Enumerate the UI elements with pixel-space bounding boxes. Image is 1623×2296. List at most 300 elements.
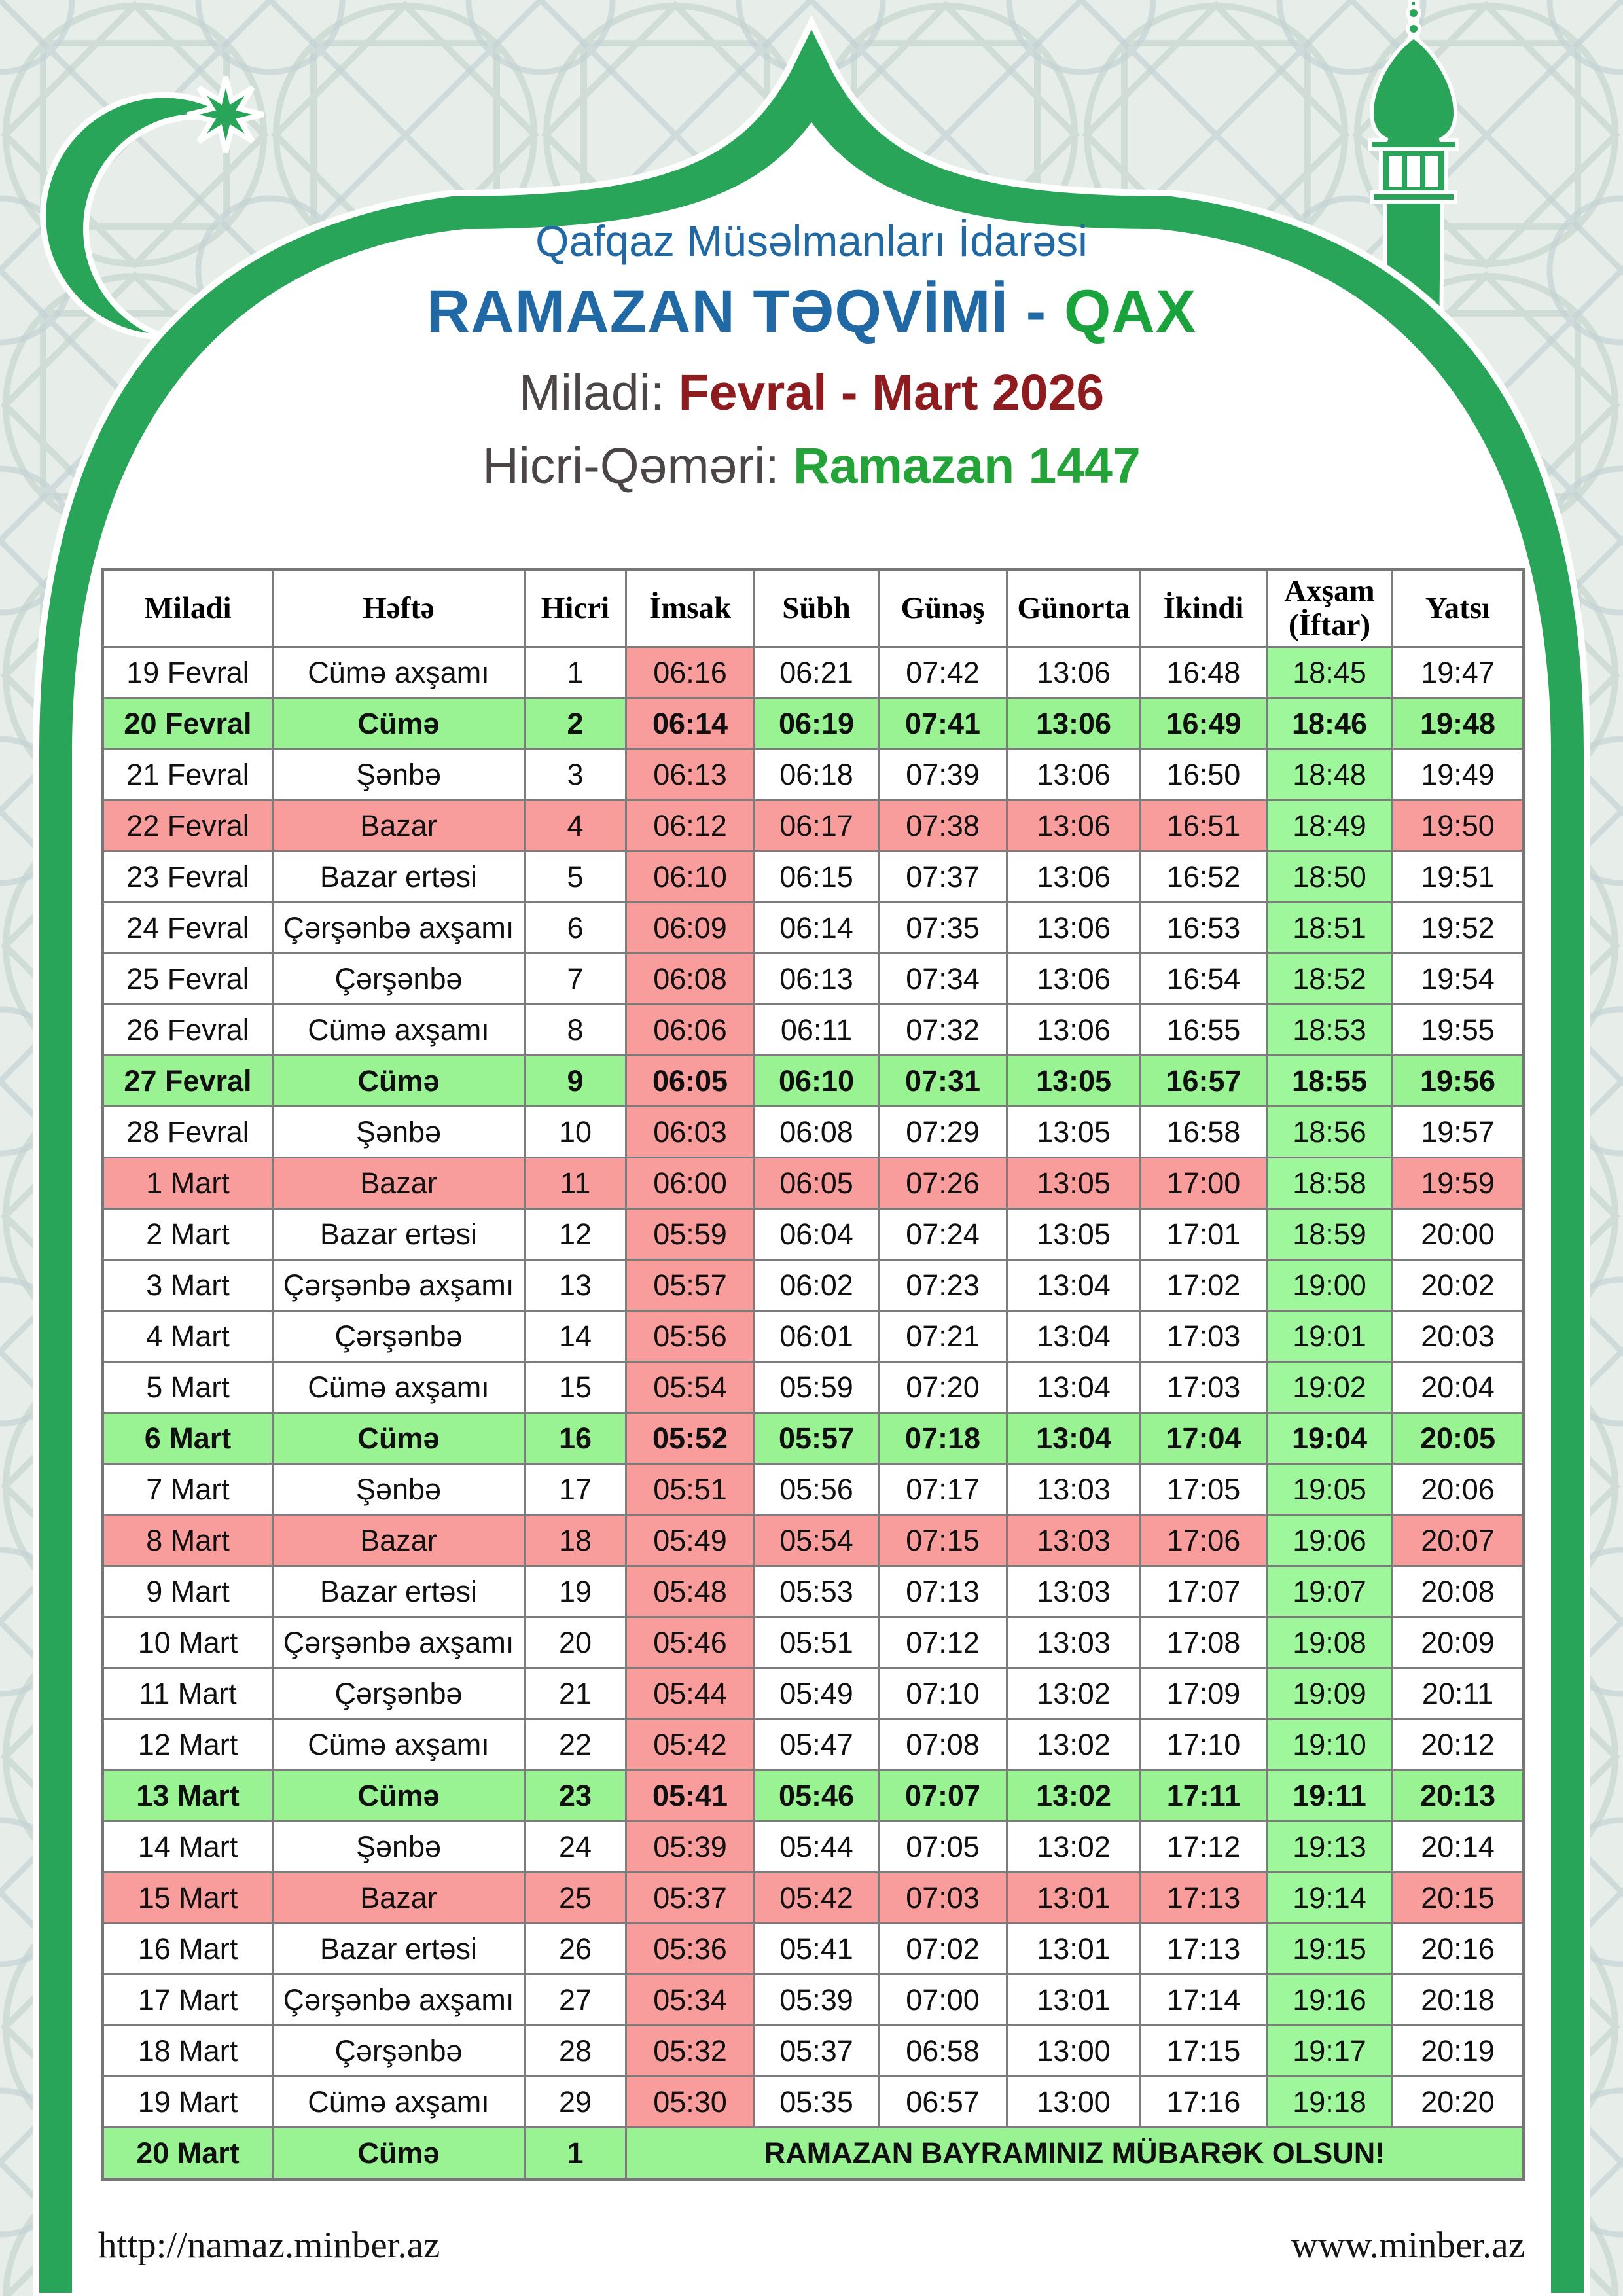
hicri-line	[0, 437, 1623, 495]
footer-right-url: www.minber.az	[1291, 2225, 1525, 2266]
time-cell: 13:03	[1007, 1617, 1141, 1668]
time-cell: 05:54	[626, 1362, 755, 1413]
time-cell: 13:06	[1007, 647, 1141, 698]
column-header-6: Günorta	[1007, 570, 1141, 647]
table-row	[103, 1975, 1524, 2026]
time-cell: 17:10	[1141, 1719, 1267, 1770]
miladi-label: Miladi:	[518, 365, 665, 421]
table-row	[103, 1464, 1524, 1515]
time-cell: 19:13	[1267, 1821, 1393, 1873]
time-cell: 07:13	[879, 1566, 1007, 1617]
weekday-cell: Bazar	[273, 800, 525, 852]
time-cell: 06:14	[626, 698, 755, 749]
date-cell: 26 Fevral	[103, 1005, 273, 1056]
date-cell: 15 Mart	[103, 1873, 273, 1924]
time-cell: 13:06	[1007, 749, 1141, 800]
time-cell: 17:16	[1141, 2077, 1267, 2128]
weekday-cell: Cümə axşamı	[273, 647, 525, 698]
time-cell: 16:57	[1141, 1056, 1267, 1107]
hicri-cell: 9	[525, 1056, 626, 1107]
weekday-cell: Cümə axşamı	[273, 1719, 525, 1770]
hicri-cell: 1	[525, 2128, 626, 2179]
time-cell: 20:11	[1393, 1668, 1524, 1719]
time-cell: 13:00	[1007, 2077, 1141, 2128]
time-cell: 06:15	[755, 852, 879, 903]
time-cell: 20:02	[1393, 1260, 1524, 1311]
time-cell: 17:01	[1141, 1209, 1267, 1260]
time-cell: 05:54	[755, 1515, 879, 1566]
footer-left-url: http://namaz.minber.az	[98, 2225, 440, 2266]
time-cell: 05:56	[626, 1311, 755, 1362]
date-cell: 11 Mart	[103, 1668, 273, 1719]
time-cell: 05:37	[626, 1873, 755, 1924]
time-cell: 20:18	[1393, 1975, 1524, 2026]
time-cell: 16:54	[1141, 954, 1267, 1005]
weekday-cell: Cümə axşamı	[273, 2077, 525, 2128]
date-cell: 13 Mart	[103, 1770, 273, 1821]
time-cell: 07:26	[879, 1158, 1007, 1209]
time-cell: 05:41	[626, 1770, 755, 1821]
date-cell: 6 Mart	[103, 1413, 273, 1464]
time-cell: 17:05	[1141, 1464, 1267, 1515]
time-cell: 17:14	[1141, 1975, 1267, 2026]
time-cell: 06:17	[755, 800, 879, 852]
table-row	[103, 1005, 1524, 1056]
time-cell: 19:09	[1267, 1668, 1393, 1719]
table-row	[103, 1719, 1524, 1770]
weekday-cell: Çərşənbə axşamı	[273, 1617, 525, 1668]
time-cell: 06:19	[755, 698, 879, 749]
column-header-1: Həftə	[273, 570, 525, 647]
time-cell: 07:21	[879, 1311, 1007, 1362]
time-cell: 20:16	[1393, 1924, 1524, 1975]
table-row	[103, 698, 1524, 749]
hicri-cell: 19	[525, 1566, 626, 1617]
time-cell: 05:35	[755, 2077, 879, 2128]
time-cell: 13:00	[1007, 2026, 1141, 2077]
column-header-3: İmsak	[626, 570, 755, 647]
time-cell: 13:01	[1007, 1873, 1141, 1924]
time-cell: 17:09	[1141, 1668, 1267, 1719]
time-cell: 05:49	[626, 1515, 755, 1566]
time-cell: 18:59	[1267, 1209, 1393, 1260]
time-cell: 13:01	[1007, 1975, 1141, 2026]
time-cell: 13:03	[1007, 1464, 1141, 1515]
time-cell: 13:04	[1007, 1311, 1141, 1362]
time-cell: 07:02	[879, 1924, 1007, 1975]
time-cell: 19:11	[1267, 1770, 1393, 1821]
weekday-cell: Cümə axşamı	[273, 1005, 525, 1056]
table-row	[103, 2077, 1524, 2128]
date-cell: 2 Mart	[103, 1209, 273, 1260]
weekday-cell: Cümə axşamı	[273, 1362, 525, 1413]
time-cell: 07:05	[879, 1821, 1007, 1873]
hicri-cell: 13	[525, 1260, 626, 1311]
time-cell: 07:20	[879, 1362, 1007, 1413]
time-cell: 13:03	[1007, 1566, 1141, 1617]
time-cell: 07:07	[879, 1770, 1007, 1821]
hicri-value: Ramazan 1447	[793, 438, 1141, 494]
table-row	[103, 1260, 1524, 1311]
time-cell: 05:42	[626, 1719, 755, 1770]
hicri-cell: 6	[525, 903, 626, 954]
column-header-7: İkindi	[1141, 570, 1267, 647]
table-row	[103, 800, 1524, 852]
date-cell: 7 Mart	[103, 1464, 273, 1515]
time-cell: 19:16	[1267, 1975, 1393, 2026]
time-cell: 20:05	[1393, 1413, 1524, 1464]
time-cell: 05:44	[626, 1668, 755, 1719]
time-cell: 16:52	[1141, 852, 1267, 903]
hicri-cell: 21	[525, 1668, 626, 1719]
time-cell: 05:36	[626, 1924, 755, 1975]
weekday-cell: Şənbə	[273, 749, 525, 800]
time-cell: 18:51	[1267, 903, 1393, 954]
table-header	[103, 570, 1524, 647]
time-cell: 06:05	[755, 1158, 879, 1209]
weekday-cell: Bazar	[273, 1515, 525, 1566]
time-cell: 06:00	[626, 1158, 755, 1209]
bayram-message: RAMAZAN BAYRAMINIZ MÜBARƏK OLSUN!	[626, 2128, 1524, 2179]
date-cell: 19 Mart	[103, 2077, 273, 2128]
date-cell: 18 Mart	[103, 2026, 273, 2077]
time-cell: 17:15	[1141, 2026, 1267, 2077]
time-cell: 07:00	[879, 1975, 1007, 2026]
time-cell: 05:30	[626, 2077, 755, 2128]
date-cell: 25 Fevral	[103, 954, 273, 1005]
time-cell: 19:08	[1267, 1617, 1393, 1668]
time-cell: 07:34	[879, 954, 1007, 1005]
time-cell: 19:50	[1393, 800, 1524, 852]
time-cell: 20:06	[1393, 1464, 1524, 1515]
table-row	[103, 852, 1524, 903]
hicri-cell: 11	[525, 1158, 626, 1209]
time-cell: 05:51	[755, 1617, 879, 1668]
time-cell: 20:13	[1393, 1770, 1524, 1821]
time-cell: 19:57	[1393, 1107, 1524, 1158]
time-cell: 13:02	[1007, 1770, 1141, 1821]
hicri-cell: 1	[525, 647, 626, 698]
time-cell: 06:13	[626, 749, 755, 800]
time-cell: 17:07	[1141, 1566, 1267, 1617]
time-cell: 13:03	[1007, 1515, 1141, 1566]
time-cell: 19:14	[1267, 1873, 1393, 1924]
time-cell: 13:06	[1007, 698, 1141, 749]
page-title	[0, 278, 1623, 346]
time-cell: 07:42	[879, 647, 1007, 698]
time-cell: 19:02	[1267, 1362, 1393, 1413]
time-cell: 19:15	[1267, 1924, 1393, 1975]
time-cell: 17:12	[1141, 1821, 1267, 1873]
time-cell: 17:08	[1141, 1617, 1267, 1668]
table-row	[103, 647, 1524, 698]
time-cell: 06:12	[626, 800, 755, 852]
date-cell: 12 Mart	[103, 1719, 273, 1770]
hicri-cell: 4	[525, 800, 626, 852]
time-cell: 18:45	[1267, 647, 1393, 698]
hicri-cell: 5	[525, 852, 626, 903]
time-cell: 05:39	[626, 1821, 755, 1873]
time-cell: 13:05	[1007, 1107, 1141, 1158]
time-cell: 13:06	[1007, 1005, 1141, 1056]
bayram-row	[103, 2128, 1524, 2179]
time-cell: 16:58	[1141, 1107, 1267, 1158]
time-cell: 19:48	[1393, 698, 1524, 749]
time-cell: 19:18	[1267, 2077, 1393, 2128]
time-cell: 06:10	[626, 852, 755, 903]
time-cell: 07:15	[879, 1515, 1007, 1566]
time-cell: 16:53	[1141, 903, 1267, 954]
column-header-2: Hicri	[525, 570, 626, 647]
time-cell: 13:06	[1007, 954, 1141, 1005]
footer	[98, 2224, 1525, 2267]
time-cell: 06:58	[879, 2026, 1007, 2077]
weekday-cell: Cümə	[273, 2128, 525, 2179]
time-cell: 13:02	[1007, 1668, 1141, 1719]
time-cell: 05:39	[755, 1975, 879, 2026]
weekday-cell: Çərşənbə	[273, 2026, 525, 2077]
time-cell: 06:16	[626, 647, 755, 698]
time-cell: 05:46	[755, 1770, 879, 1821]
time-cell: 19:49	[1393, 749, 1524, 800]
time-cell: 06:06	[626, 1005, 755, 1056]
time-cell: 19:00	[1267, 1260, 1393, 1311]
time-cell: 20:03	[1393, 1311, 1524, 1362]
time-cell: 05:53	[755, 1566, 879, 1617]
time-cell: 05:51	[626, 1464, 755, 1515]
time-cell: 06:10	[755, 1056, 879, 1107]
time-cell: 13:05	[1007, 1158, 1141, 1209]
table-row	[103, 1311, 1524, 1362]
time-cell: 20:00	[1393, 1209, 1524, 1260]
column-header-5: Günəş	[879, 570, 1007, 647]
date-cell: 21 Fevral	[103, 749, 273, 800]
time-cell: 19:56	[1393, 1056, 1524, 1107]
table-row	[103, 1617, 1524, 1668]
date-cell: 22 Fevral	[103, 800, 273, 852]
time-cell: 05:32	[626, 2026, 755, 2077]
hicri-cell: 16	[525, 1413, 626, 1464]
time-cell: 20:19	[1393, 2026, 1524, 2077]
time-cell: 05:48	[626, 1566, 755, 1617]
hicri-cell: 20	[525, 1617, 626, 1668]
org-title: Qafqaz Müsəlmanları İdarəsi	[535, 217, 1088, 265]
hicri-cell: 2	[525, 698, 626, 749]
time-cell: 20:20	[1393, 2077, 1524, 2128]
prayer-times-table	[101, 568, 1525, 2181]
date-cell: 19 Fevral	[103, 647, 273, 698]
table-row	[103, 1566, 1524, 1617]
table-row	[103, 1056, 1524, 1107]
weekday-cell: Çərşənbə	[273, 954, 525, 1005]
time-cell: 18:46	[1267, 698, 1393, 749]
weekday-cell: Cümə	[273, 1770, 525, 1821]
date-cell: 5 Mart	[103, 1362, 273, 1413]
date-cell: 17 Mart	[103, 1975, 273, 2026]
weekday-cell: Çərşənbə axşamı	[273, 1260, 525, 1311]
page-title-region: QAX	[1063, 278, 1197, 345]
time-cell: 20:14	[1393, 1821, 1524, 1873]
time-cell: 18:53	[1267, 1005, 1393, 1056]
date-cell: 28 Fevral	[103, 1107, 273, 1158]
time-cell: 19:59	[1393, 1158, 1524, 1209]
column-header-9: Yatsı	[1393, 570, 1524, 647]
time-cell: 18:58	[1267, 1158, 1393, 1209]
table-row	[103, 1924, 1524, 1975]
time-cell: 20:12	[1393, 1719, 1524, 1770]
hicri-cell: 22	[525, 1719, 626, 1770]
time-cell: 07:24	[879, 1209, 1007, 1260]
hicri-cell: 18	[525, 1515, 626, 1566]
time-cell: 13:01	[1007, 1924, 1141, 1975]
date-cell: 10 Mart	[103, 1617, 273, 1668]
time-cell: 05:49	[755, 1668, 879, 1719]
time-cell: 18:50	[1267, 852, 1393, 903]
time-cell: 19:10	[1267, 1719, 1393, 1770]
time-cell: 05:47	[755, 1719, 879, 1770]
time-cell: 13:06	[1007, 852, 1141, 903]
weekday-cell: Cümə	[273, 1413, 525, 1464]
time-cell: 20:09	[1393, 1617, 1524, 1668]
time-cell: 16:51	[1141, 800, 1267, 852]
time-cell: 19:06	[1267, 1515, 1393, 1566]
table-row	[103, 1770, 1524, 1821]
table-row	[103, 903, 1524, 954]
time-cell: 05:57	[626, 1260, 755, 1311]
column-header-0: Miladi	[103, 570, 273, 647]
time-cell: 18:56	[1267, 1107, 1393, 1158]
time-cell: 07:12	[879, 1617, 1007, 1668]
hicri-cell: 23	[525, 1770, 626, 1821]
date-cell: 8 Mart	[103, 1515, 273, 1566]
time-cell: 17:00	[1141, 1158, 1267, 1209]
time-cell: 19:07	[1267, 1566, 1393, 1617]
time-cell: 07:37	[879, 852, 1007, 903]
date-cell: 14 Mart	[103, 1821, 273, 1873]
time-cell: 06:03	[626, 1107, 755, 1158]
time-cell: 17:13	[1141, 1924, 1267, 1975]
time-cell: 07:35	[879, 903, 1007, 954]
table-row	[103, 1668, 1524, 1719]
time-cell: 18:49	[1267, 800, 1393, 852]
weekday-cell: Cümə	[273, 1056, 525, 1107]
date-cell: 27 Fevral	[103, 1056, 273, 1107]
time-cell: 19:05	[1267, 1464, 1393, 1515]
time-cell: 16:48	[1141, 647, 1267, 698]
time-cell: 07:41	[879, 698, 1007, 749]
time-cell: 19:17	[1267, 2026, 1393, 2077]
hicri-cell: 3	[525, 749, 626, 800]
time-cell: 13:06	[1007, 800, 1141, 852]
time-cell: 06:02	[755, 1260, 879, 1311]
weekday-cell: Bazar	[273, 1158, 525, 1209]
time-cell: 06:08	[755, 1107, 879, 1158]
time-cell: 07:32	[879, 1005, 1007, 1056]
time-cell: 13:04	[1007, 1413, 1141, 1464]
time-cell: 05:59	[755, 1362, 879, 1413]
hicri-cell: 24	[525, 1821, 626, 1873]
table-row	[103, 749, 1524, 800]
weekday-cell: Bazar	[273, 1873, 525, 1924]
time-cell: 18:52	[1267, 954, 1393, 1005]
time-cell: 17:06	[1141, 1515, 1267, 1566]
time-cell: 07:18	[879, 1413, 1007, 1464]
time-cell: 07:38	[879, 800, 1007, 852]
header-row	[103, 570, 1524, 647]
time-cell: 06:14	[755, 903, 879, 954]
time-cell: 06:04	[755, 1209, 879, 1260]
time-cell: 19:51	[1393, 852, 1524, 903]
weekday-cell: Bazar ertəsi	[273, 852, 525, 903]
weekday-cell: Şənbə	[273, 1464, 525, 1515]
weekday-cell: Çərşənbə axşamı	[273, 1975, 525, 2026]
page-title-main: RAMAZAN TƏQVİMİ -	[426, 278, 1047, 345]
time-cell: 07:39	[879, 749, 1007, 800]
hicri-cell: 17	[525, 1464, 626, 1515]
table-row	[103, 954, 1524, 1005]
date-cell: 23 Fevral	[103, 852, 273, 903]
time-cell: 05:52	[626, 1413, 755, 1464]
time-cell: 20:15	[1393, 1873, 1524, 1924]
weekday-cell: Çərşənbə	[273, 1668, 525, 1719]
time-cell: 05:34	[626, 1975, 755, 2026]
column-header-4: Sübh	[755, 570, 879, 647]
date-cell: 1 Mart	[103, 1158, 273, 1209]
hicri-cell: 27	[525, 1975, 626, 2026]
date-cell: 4 Mart	[103, 1311, 273, 1362]
miladi-line	[0, 364, 1623, 422]
table-row	[103, 1873, 1524, 1924]
time-cell: 06:08	[626, 954, 755, 1005]
time-cell: 06:01	[755, 1311, 879, 1362]
time-cell: 16:50	[1141, 749, 1267, 800]
time-cell: 17:03	[1141, 1362, 1267, 1413]
hicri-cell: 8	[525, 1005, 626, 1056]
hicri-cell: 25	[525, 1873, 626, 1924]
time-cell: 17:11	[1141, 1770, 1267, 1821]
time-cell: 06:05	[626, 1056, 755, 1107]
table-row	[103, 2026, 1524, 2077]
time-cell: 05:41	[755, 1924, 879, 1975]
time-cell: 05:42	[755, 1873, 879, 1924]
time-cell: 20:04	[1393, 1362, 1524, 1413]
time-cell: 06:11	[755, 1005, 879, 1056]
time-cell: 20:08	[1393, 1566, 1524, 1617]
hicri-cell: 10	[525, 1107, 626, 1158]
hicri-cell: 29	[525, 2077, 626, 2128]
table-row	[103, 1413, 1524, 1464]
weekday-cell: Cümə	[273, 698, 525, 749]
time-cell: 07:10	[879, 1668, 1007, 1719]
column-header-8: Axşam (İftar)	[1267, 570, 1393, 647]
hicri-cell: 15	[525, 1362, 626, 1413]
miladi-value: Fevral - Mart 2026	[678, 365, 1105, 421]
time-cell: 07:23	[879, 1260, 1007, 1311]
time-cell: 17:03	[1141, 1311, 1267, 1362]
hicri-label: Hicri-Qəməri:	[482, 438, 779, 494]
time-cell: 17:04	[1141, 1413, 1267, 1464]
table-row	[103, 1209, 1524, 1260]
weekday-cell: Çərşənbə axşamı	[273, 903, 525, 954]
time-cell: 05:44	[755, 1821, 879, 1873]
time-cell: 06:13	[755, 954, 879, 1005]
hicri-cell: 28	[525, 2026, 626, 2077]
date-cell: 9 Mart	[103, 1566, 273, 1617]
time-cell: 07:29	[879, 1107, 1007, 1158]
time-cell: 06:18	[755, 749, 879, 800]
time-cell: 17:02	[1141, 1260, 1267, 1311]
time-cell: 19:52	[1393, 903, 1524, 954]
